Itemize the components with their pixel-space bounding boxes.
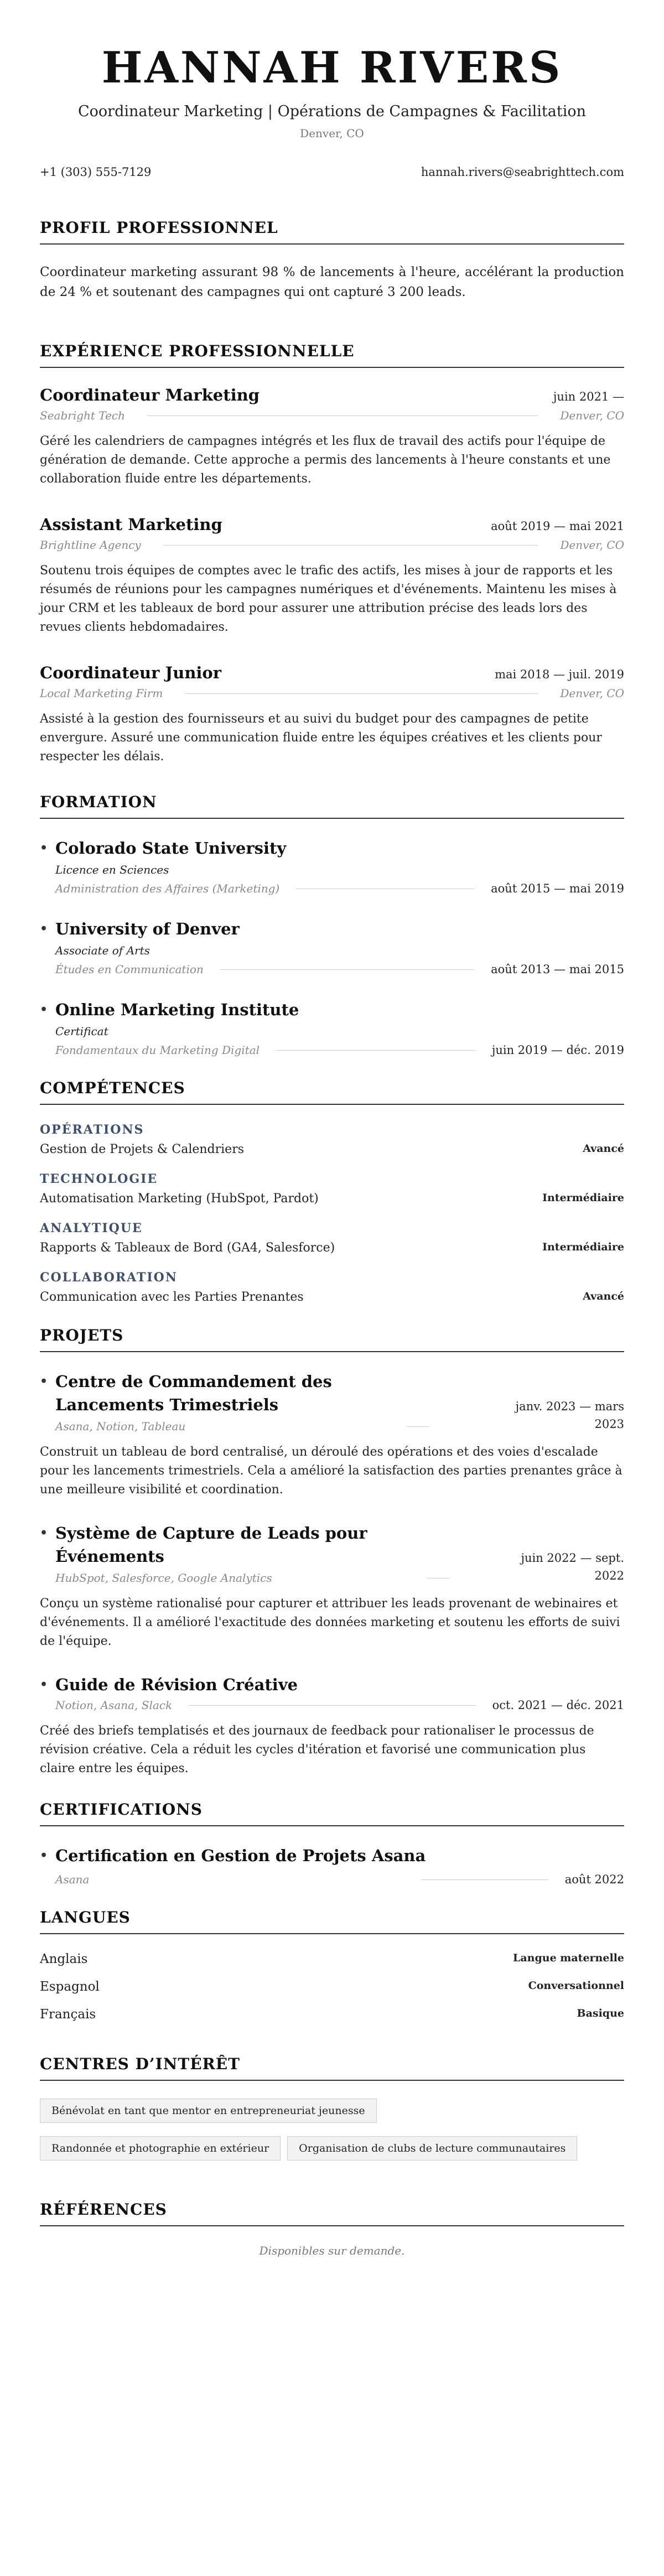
language-level: Basique (577, 2007, 624, 2019)
skill-name: Rapports & Tableaux de Bord (GA4, Salesforce) (40, 1241, 335, 1255)
education-entry (40, 837, 624, 895)
section-title: RÉFÉRENCES (40, 2200, 624, 2226)
interest-tags (40, 2099, 624, 2160)
school-name: • Online Marketing Institute (40, 998, 624, 1021)
job-location: Denver, CO (560, 538, 624, 552)
certification-name: • Certification en Gestion de Projets Asana (40, 1844, 624, 1867)
skill-category: OPÉRATIONS (40, 1123, 144, 1137)
divider-line (421, 1879, 548, 1880)
degree: Certificat (55, 1025, 108, 1038)
languages-section (40, 1908, 624, 2022)
skill-name: Communication avec les Parties Prenantes (40, 1290, 304, 1304)
certification-issuer: Asana (55, 1873, 90, 1886)
candidate-name: HANNAH RIVERS (101, 43, 563, 93)
job-description: Géré les calendriers de campagnes intégrés et les flux de travail des actifs pour l'équipe de génération de demande. Cette approche a permis des lancements à l'heure constants et une collaboration fluide entre les départements. (40, 434, 611, 486)
school-name: • Colorado State University (40, 837, 624, 860)
skill-name: Automatisation Marketing (HubSpot, Pardot) (40, 1192, 319, 1206)
job-entry (40, 386, 624, 489)
job-company: Local Marketing Firm (40, 687, 163, 700)
divider-line (189, 1705, 475, 1706)
field-of-study: Administration des Affaires (Marketing) (55, 882, 280, 895)
certification-date: août 2022 (564, 1873, 624, 1886)
language-row (40, 2007, 624, 2022)
skills-section (40, 1079, 624, 1304)
job-company: Brightline Agency (40, 538, 141, 552)
language-name: Français (40, 2007, 96, 2022)
section-title: PROFIL PROFESSIONNEL (40, 219, 624, 245)
divider-line (407, 1426, 429, 1427)
divider-line (220, 969, 474, 970)
project-entry (40, 1673, 624, 1778)
job-entry (40, 515, 624, 637)
field-of-study: Études en Communication (55, 963, 204, 976)
job-title: Coordinateur Junior (40, 663, 222, 682)
section-title: FORMATION (40, 793, 624, 819)
section-title: CENTRES D’INTÉRÊT (40, 2055, 624, 2081)
job-company: Seabright Tech (40, 409, 126, 422)
section-title: EXPÉRIENCE PROFESSIONNELLE (40, 342, 624, 368)
section-title: CERTIFICATIONS (40, 1800, 624, 1826)
project-description: Conçu un système rationalisé pour capturer et attribuer les leads provenant de webinaires et d'événements. Il a amélioré l'exactitude des données marketing et soutenu les efforts de suivi de l'équipe. (40, 1597, 620, 1648)
references-text: Disponibles sur demande. (259, 2244, 405, 2257)
project-dates: janv. 2023 — mars 2023 (515, 1400, 624, 1431)
skill-level: Avancé (583, 1290, 624, 1302)
project-dates: juin 2022 — sept. 2022 (521, 1551, 624, 1582)
skill-name: Gestion de Projets & Calendriers (40, 1142, 245, 1156)
education-entry (40, 917, 624, 976)
job-location: Denver, CO (560, 687, 624, 700)
section-title: COMPÉTENCES (40, 1079, 624, 1105)
skill-category: TECHNOLOGIE (40, 1172, 158, 1186)
resume-header (40, 43, 624, 179)
experience-section (40, 342, 624, 766)
education-entry (40, 998, 624, 1057)
job-title: Coordinateur Marketing (40, 386, 260, 404)
divider-line (163, 545, 538, 546)
project-description: Créé des briefs templatisés et des journaux de feedback pour rationaliser le processus de révision créative. Cela a réduit les cycles d'itération et favorisé une communication plus claire entre les équipes. (40, 1724, 594, 1775)
job-description: Assisté à la gestion des fournisseurs et au suivi du budget pour des campagnes de petite envergure. Assuré une communication fluide entre les équipes créatives et les clients pour respecter les délais. (40, 712, 602, 764)
job-location: Denver, CO (560, 409, 624, 422)
section-title: PROJETS (40, 1326, 624, 1352)
school-name: • University of Denver (40, 917, 624, 941)
language-level: Langue maternelle (512, 1952, 624, 1964)
project-tools: Notion, Asana, Slack (55, 1699, 173, 1712)
project-name: • Système de Capture de Leads pour Événements (40, 1521, 432, 1568)
job-dates: août 2019 — mai 2021 (491, 520, 624, 533)
job-description: Soutenu trois équipes de comptes avec le trafic des actifs, les mises à jour de rapports et les résumés de réunions pour les campagnes numériques et d'événements. Maintenu les mises à jour CRM et les tableaux de bord pour assurer une attribution précise des leads lors des revues clients hebdomadaires. (40, 564, 617, 634)
job-entry (40, 663, 624, 766)
project-dates: oct. 2021 — déc. 2021 (492, 1699, 624, 1712)
education-dates: août 2015 — mai 2019 (491, 882, 624, 895)
project-description: Construit un tableau de bord centralisé, un déroulé des opérations et des voies d'escalade pour les lancements trimestriels. Cela a amélioré la satisfaction des parties prenantes grâce à une meilleure visibilité et coordination. (40, 1445, 622, 1497)
section-title: LANGUES (40, 1908, 624, 1934)
skill-level: Avancé (583, 1142, 624, 1155)
job-dates: juin 2021 — (553, 390, 624, 403)
project-entry (40, 1521, 624, 1651)
language-name: Anglais (40, 1952, 88, 1966)
phone[interactable]: +1 (303) 555-7129 (40, 165, 152, 179)
skill-level: Intermédiaire (542, 1192, 624, 1204)
summary-text: Coordinateur marketing assurant 98 % de lancements à l'heure, accélérant la production de 24 % et soutenant des campagnes qui ont capturé 3 200 leads. (40, 265, 624, 299)
projects-section (40, 1326, 624, 1778)
interest-tag: Randonnée et photographie en extérieur (40, 2136, 281, 2160)
language-level: Conversationnel (528, 1980, 624, 1992)
degree: Licence en Sciences (55, 863, 169, 876)
skill-level: Intermédiaire (542, 1241, 624, 1253)
language-row (40, 1952, 624, 1966)
project-entry (40, 1370, 624, 1499)
contact-row (40, 165, 624, 179)
certification-entry (40, 1844, 624, 1886)
interest-tag: Bénévolat en tant que mentor en entrepreneuriat jeunesse (40, 2099, 377, 2123)
divider-line (276, 1050, 475, 1051)
language-row (40, 1980, 624, 1994)
education-section (40, 793, 624, 1057)
divider-line (185, 693, 538, 694)
email[interactable]: hannah.rivers@seabrighttech.com (421, 165, 624, 179)
interest-tag: Organisation de clubs de lecture communautaires (287, 2136, 577, 2160)
field-of-study: Fondamentaux du Marketing Digital (55, 1043, 260, 1057)
skill-category: ANALYTIQUE (40, 1221, 143, 1235)
summary-section (40, 219, 624, 302)
headline: Coordinateur Marketing | Opérations de Campagnes & Facilitation (78, 103, 586, 120)
education-dates: juin 2019 — déc. 2019 (491, 1043, 624, 1057)
project-name: • Centre de Commandement des Lancements Trimestriels (40, 1370, 432, 1416)
certifications-section (40, 1800, 624, 1886)
skill-category: COLLABORATION (40, 1270, 178, 1285)
language-name: Espagnol (40, 1980, 100, 1994)
education-dates: août 2013 — mai 2015 (491, 963, 624, 976)
interests-section (40, 2055, 624, 2160)
project-tools: HubSpot, Salesforce, Google Analytics (55, 1571, 272, 1585)
degree: Associate of Arts (55, 944, 150, 957)
location: Denver, CO (300, 127, 364, 140)
job-title: Assistant Marketing (40, 515, 222, 534)
project-tools: Asana, Notion, Tableau (55, 1420, 186, 1433)
project-name: • Guide de Révision Créative (40, 1673, 298, 1696)
job-dates: mai 2018 — juil. 2019 (495, 668, 624, 681)
references-section (40, 2200, 624, 2257)
